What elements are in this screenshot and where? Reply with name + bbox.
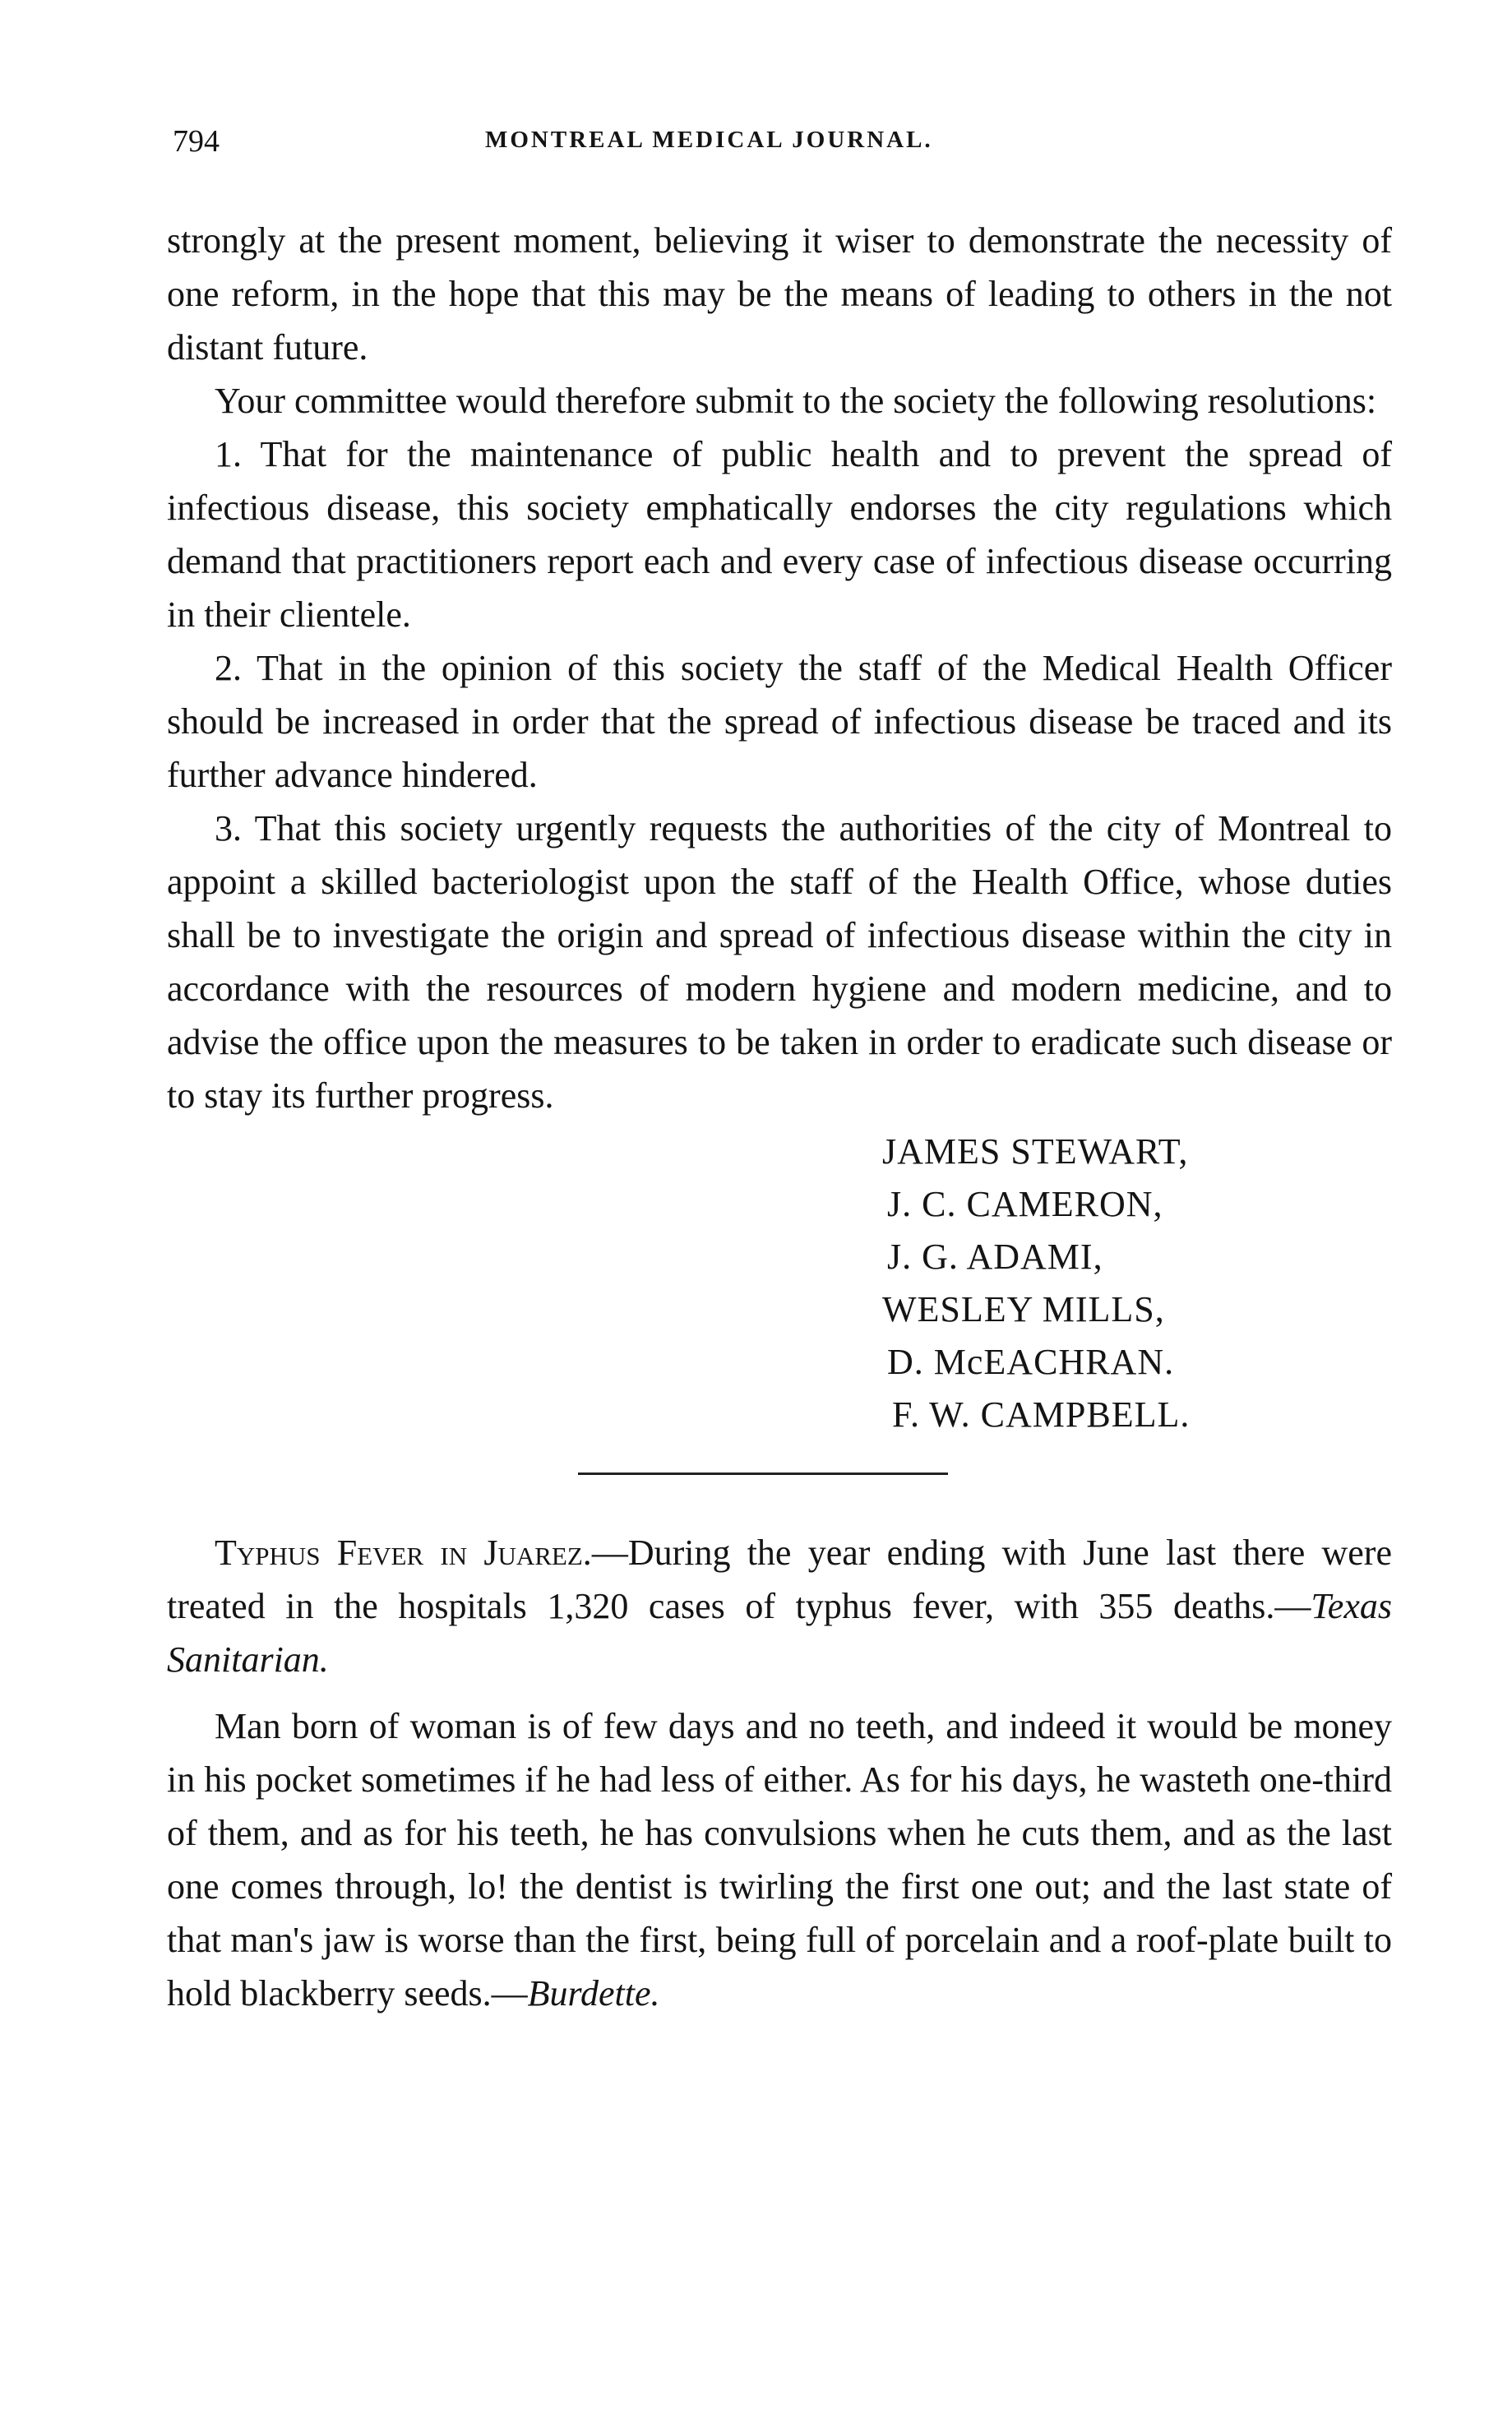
signatory: F. W. CAMPBELL.	[892, 1394, 1191, 1435]
committee-paragraph: Your committee would therefore submit to the society the following resolutions:	[215, 381, 1377, 421]
resolution-3: 3. That this society urgently requests the authorities of the city of Montreal to appoint a skilled bacteriologist upon the staff of the Health Office, whose duties shall be to investigate the origin and spread of infectious disease within the city in accordance with the resources of modern hygiene and modern medicine, and to advise the office upon the measures to be taken in order to eradicate such disease or to stay its further progress.	[167, 808, 1392, 1116]
typhus-title: Typhus Fever in Juarez.	[215, 1533, 592, 1573]
typhus-text: —During the year ending with June last there were treated in the hospitals 1,320 cases of typhus fever, with 355 deaths.—	[167, 1533, 1392, 1626]
signatory: JAMES STEWART,	[882, 1131, 1189, 1172]
man-born-source: Burdette.	[527, 1973, 660, 2013]
signatory: WESLEY MILLS,	[882, 1289, 1165, 1329]
man-born-text: Man born of woman is of few days and no teeth, and indeed it would be money in his pocket sometimes if he had less of either. As for his days, he wasteth one-third of them, and as for his teeth, he has convulsions when he cuts them, and as the last one comes through, lo! the dentist is twirling the first one out; and the last state of that man's jaw is worse than the first, being full of porcelain and a roof-plate built to hold blackberry seeds.—	[167, 1706, 1392, 2013]
typhus-source: Texas Sanitarian.	[167, 1586, 1392, 1680]
signatures-block	[882, 1126, 1392, 1441]
page-body	[167, 214, 1392, 2020]
resolution-1: 1. That for the maintenance of public health and to prevent the spread of infectious disease, this society emphatically endorses the city regulations which demand that practitioners report each and every case of infectious disease occurring in their clientele.	[167, 434, 1392, 635]
intro-paragraph: strongly at the present moment, believing it wiser to demonstrate the necessity of one reform, in the hope that this may be the means of leading to others in the not distant future.	[167, 220, 1392, 368]
signatory: D. McEACHRAN.	[887, 1342, 1175, 1382]
page-number: 794	[173, 124, 220, 159]
typhus-paragraph	[167, 1526, 1392, 1686]
signatory: J. G. ADAMI,	[887, 1237, 1103, 1277]
running-head: MONTREAL MEDICAL JOURNAL.	[485, 127, 933, 153]
resolution-2: 2. That in the opinion of this society the staff of the Medical Health Officer should be increased in order that the spread of infectious disease be traced and its further advance hindered.	[167, 648, 1392, 795]
section-divider	[578, 1473, 948, 1475]
man-born-paragraph	[167, 1699, 1392, 2020]
signatory: J. C. CAMERON,	[887, 1184, 1163, 1224]
page-header	[164, 123, 1398, 173]
